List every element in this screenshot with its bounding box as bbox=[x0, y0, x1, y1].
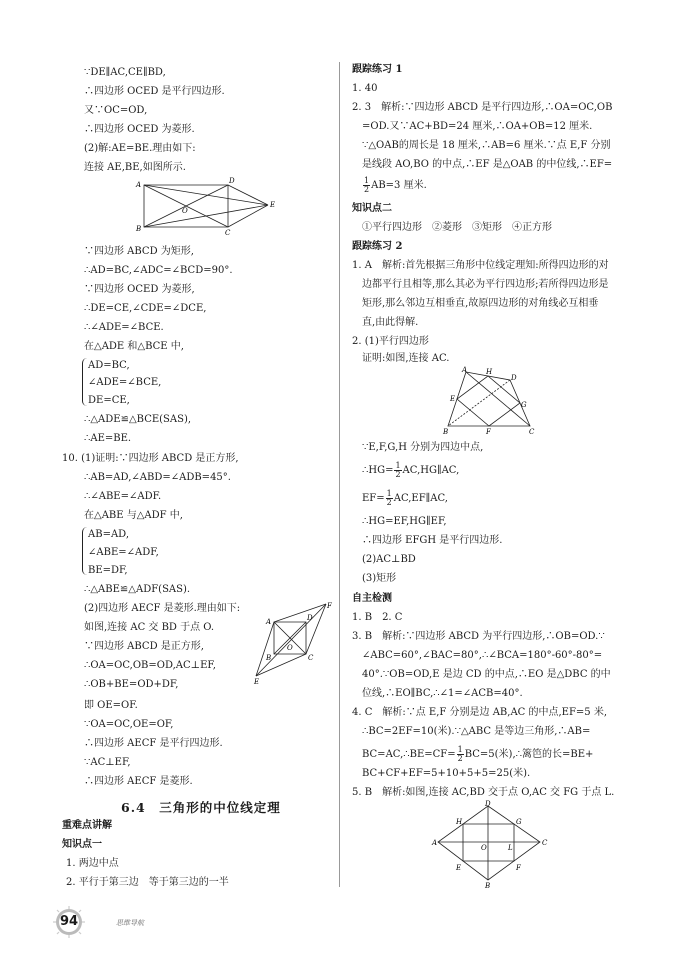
section-heading: 跟踪练习 2 bbox=[352, 241, 403, 252]
text-line: (2)AC⊥BD bbox=[362, 554, 416, 565]
svg-text:A: A bbox=[432, 839, 438, 847]
text-line: 1. 40 bbox=[352, 83, 378, 94]
text-line: ∵四边形 ABCD 为矩形, bbox=[84, 246, 194, 257]
text-line: ∵四边形 ABCD 是正方形, bbox=[84, 641, 204, 652]
text-line: 4. C 解析:∵点 E,F 分别是边 AB,AC 的中点,EF=5 米, bbox=[352, 707, 608, 718]
text-line: ∵E,F,G,H 分别为四边中点, bbox=[362, 442, 484, 453]
text-line: ∴HG= $\frac{1}{2}$ AC,HG∥AC, bbox=[362, 461, 460, 479]
text-line: 证明:如图,连接 AC. bbox=[362, 353, 450, 364]
text-line: ∠ABE=∠ADF, bbox=[88, 547, 159, 558]
section-heading: 自主检测 bbox=[352, 593, 392, 604]
svg-text:D: D bbox=[485, 800, 491, 808]
svg-text:E: E bbox=[456, 864, 462, 872]
text-line: ∵△OAB的周长是 18 厘米,∴AB=6 厘米.∵点 E,F 分别 bbox=[362, 140, 611, 151]
text-line: ∴△ADE≌△BCE(SAS), bbox=[84, 414, 192, 425]
text-line: ∵AC⊥EF, bbox=[84, 757, 131, 768]
svg-text:O: O bbox=[287, 644, 293, 652]
text-line: 1. A 解析:首先根据三角形中位线定理知:所得四边形的对 bbox=[352, 260, 609, 271]
svg-text:D: D bbox=[229, 177, 235, 185]
text-line: 1. 两边中点 bbox=[66, 858, 119, 869]
text-line: 5. B 解析:如图,连接 AC,BD 交于点 O,AC 交 FG 于点 L. bbox=[352, 787, 615, 798]
fraction: $\frac{1}{2}$ bbox=[364, 176, 370, 194]
text-line: 位线,∴EO∥BC,∴∠1=∠ACB=40°. bbox=[362, 688, 523, 699]
svg-text:A: A bbox=[266, 618, 272, 626]
svg-text:G: G bbox=[516, 818, 522, 826]
text-line: EF= $\frac{1}{2}$ AC,EF∥AC, bbox=[362, 489, 448, 507]
svg-text:C: C bbox=[542, 839, 548, 847]
text-line: =OD.又∵AC+BD=24 厘米,∴OA+OB=12 厘米. bbox=[362, 121, 593, 132]
page-number: 94 bbox=[59, 914, 79, 929]
svg-text:C: C bbox=[308, 654, 314, 662]
text-line: 2. (1)平行四边形 bbox=[352, 336, 429, 347]
page-number-badge bbox=[53, 906, 85, 938]
svg-text:E: E bbox=[270, 201, 276, 209]
fraction: $\frac{1}{2}$ bbox=[457, 745, 463, 763]
svg-text:A: A bbox=[136, 181, 142, 189]
svg-text:H: H bbox=[456, 818, 463, 826]
text-line: ∴DE=CE,∠CDE=∠DCE, bbox=[84, 303, 207, 314]
fraction: $\frac{1}{2}$ bbox=[386, 489, 392, 507]
text-line: ①平行四边形 ②菱形 ③矩形 ④正方形 bbox=[362, 222, 552, 233]
svg-text:D: D bbox=[511, 374, 517, 382]
text-line: 矩形,那么邻边互相垂直,故原四边形的对角线必互相垂 bbox=[362, 298, 599, 309]
text-line: AB=AD, bbox=[88, 529, 130, 540]
text-line: 1. B 2. C bbox=[352, 612, 403, 623]
svg-text:O: O bbox=[182, 207, 188, 215]
svg-text:O: O bbox=[481, 844, 487, 852]
text-line: ∴AD=BC,∠ADC=∠BCD=90°. bbox=[84, 265, 233, 276]
text-line: ∴四边形 EFGH 是平行四边形. bbox=[362, 535, 503, 546]
text-line: ∵DE∥AC,CE∥BD, bbox=[84, 67, 166, 78]
text-line: $\frac{1}{2}$ AB=3 厘米. bbox=[364, 176, 427, 194]
text-line: 10. (1)证明:∵四边形 ABCD 是正方形, bbox=[62, 453, 239, 464]
rectangle-rhombus-figure bbox=[132, 175, 282, 237]
svg-text:F: F bbox=[327, 602, 332, 610]
svg-text:C: C bbox=[529, 428, 535, 436]
text-line: ∴∠ADE=∠BCE. bbox=[84, 322, 164, 333]
column-divider bbox=[339, 62, 340, 887]
text-line: (2)四边形 AECF 是菱形.理由如下: bbox=[84, 603, 241, 614]
text-line: BC+CF+EF=5+10+5+5=25(米). bbox=[362, 768, 531, 779]
section-heading: 知识点二 bbox=[352, 203, 392, 214]
fraction: $\frac{1}{2}$ bbox=[395, 461, 401, 479]
svg-text:F: F bbox=[516, 864, 521, 872]
text-line: BE=DF, bbox=[88, 565, 128, 576]
svg-text:B: B bbox=[485, 882, 491, 888]
text-line: DE=CE, bbox=[88, 395, 130, 406]
svg-text:L: L bbox=[508, 844, 513, 852]
text-line: 如图,连接 AC 交 BD 于点 O. bbox=[84, 622, 215, 633]
text-line: ∴OB+BE=OD+DF, bbox=[84, 679, 179, 690]
svg-text:E: E bbox=[450, 395, 456, 403]
brace bbox=[82, 527, 87, 575]
text-line: 在△ABE 与△ADF 中, bbox=[84, 510, 183, 521]
rhombus-rectangle-figure bbox=[430, 800, 550, 888]
text-line: ∴四边形 AECF 是平行四边形. bbox=[84, 738, 223, 749]
section-heading: 知识点一 bbox=[62, 839, 102, 850]
text-line: 在△ADE 和△BCE 中, bbox=[84, 341, 184, 352]
text-line: ∠ABC=60°,∠BAC=80°,∴∠BCA=180°-60°-80°= bbox=[362, 650, 603, 661]
text-line: 即 OE=OF. bbox=[84, 700, 138, 711]
text-line: ∴四边形 AECF 是菱形. bbox=[84, 776, 193, 787]
svg-text:A: A bbox=[462, 366, 468, 374]
svg-text:E: E bbox=[254, 678, 260, 685]
text-line: ∴∠ABE=∠ADF. bbox=[84, 491, 162, 502]
text-line: 3. B 解析:∵四边形 ABCD 为平行四边形,∴OB=OD.∵ bbox=[352, 631, 605, 642]
text-line: (2)解:AE=BE.理由如下: bbox=[84, 143, 196, 154]
text-line: ∴HG=EF,HG∥EF, bbox=[362, 516, 447, 527]
text-line: ∴AB=AD,∠ABD=∠ADB=45°. bbox=[84, 472, 231, 483]
section-title: 6.4 三角形的中位线定理 bbox=[121, 800, 281, 815]
text-line: 连接 AE,BE,如图所示. bbox=[84, 162, 186, 173]
svg-text:B: B bbox=[266, 654, 272, 662]
text-line: ∴△ABE≌△ADF(SAS). bbox=[84, 584, 191, 595]
brace bbox=[82, 358, 87, 406]
text-line: (3)矩形 bbox=[362, 573, 397, 584]
text-line: ∴四边形 OCED 是平行四边形. bbox=[84, 86, 225, 97]
text-line: 直,由此得解. bbox=[362, 317, 419, 328]
text-line: ∴AE=BE. bbox=[84, 433, 132, 444]
svg-text:H: H bbox=[486, 368, 493, 376]
text-line: ∴BC=2EF=10(米).∵△ABC 是等边三角形,∴AB= bbox=[362, 726, 591, 737]
quadrilateral-midpoint-figure bbox=[440, 366, 540, 438]
text-line: 40°.∵OB=OD,E 是边 CD 的中点,∴EO 是△DBC 的中 bbox=[362, 669, 611, 680]
svg-text:D: D bbox=[307, 614, 313, 622]
text-line: 2. 3 解析:∵四边形 ABCD 是平行四边形,∴OA=OC,OB bbox=[352, 102, 613, 113]
text-line: ∴四边形 OCED 为菱形. bbox=[84, 124, 195, 135]
svg-text:B: B bbox=[443, 428, 449, 436]
svg-text:F: F bbox=[486, 428, 491, 436]
svg-text:B: B bbox=[136, 225, 142, 233]
text-line: AD=BC, bbox=[88, 360, 130, 371]
svg-text:G: G bbox=[521, 401, 527, 409]
text-line: ∠ADE=∠BCE, bbox=[88, 377, 162, 388]
text-line: 是线段 AO,BO 的中点,∴EF 是△OAB 的中位线,∴EF= bbox=[362, 159, 613, 170]
section-heading: 重难点讲解 bbox=[62, 820, 112, 831]
text-line: BC=AC,∴BE=CF= $\frac{1}{2}$ BC=5(米),∴篱笆的长=BE+ bbox=[362, 745, 594, 763]
text-line: ∵四边形 OCED 为菱形, bbox=[84, 284, 195, 295]
footer-signature: 思维导航 bbox=[116, 919, 144, 927]
text-line: ∵OA=OC,OE=OF, bbox=[84, 719, 174, 730]
section-heading: 跟踪练习 1 bbox=[352, 64, 403, 75]
square-rhombus-figure bbox=[250, 600, 335, 685]
text-line: 又∵OC=OD, bbox=[84, 105, 148, 116]
text-line: ∴OA=OC,OB=OD,AC⊥EF, bbox=[84, 660, 216, 671]
text-line: 边都平行且相等,那么其必为平行四边形;若所得四边形是 bbox=[362, 279, 609, 290]
svg-text:C: C bbox=[225, 229, 231, 237]
text-line: 2. 平行于第三边 等于第三边的一半 bbox=[66, 877, 229, 888]
